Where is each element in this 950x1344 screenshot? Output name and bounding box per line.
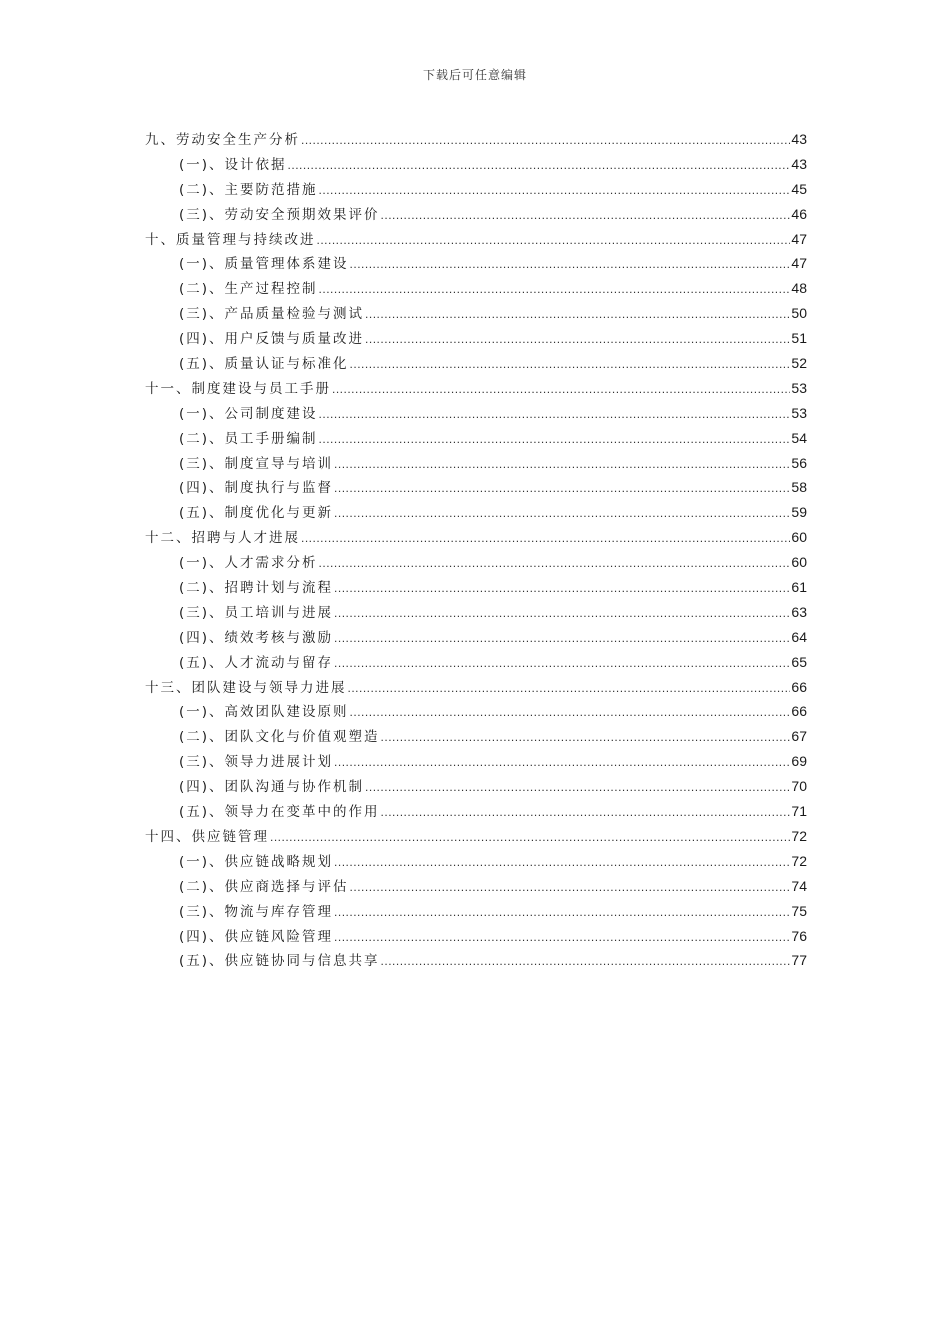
toc-section-entry[interactable]	[145, 202, 807, 227]
toc-page-number: 77	[791, 952, 807, 969]
toc-entry-title: 十一、制度建设与员工手册	[145, 380, 331, 397]
toc-dot-leader	[334, 651, 790, 676]
toc-dot-leader	[319, 178, 791, 203]
toc-dot-leader	[365, 775, 790, 800]
toc-entry-title: (四)、绩效考核与激励	[179, 629, 334, 646]
toc-entry-title: (三)、制度宣导与培训	[179, 455, 334, 472]
toc-section-entry[interactable]	[145, 625, 807, 650]
toc-dot-leader	[270, 825, 790, 850]
toc-entry-title: (三)、领导力进展计划	[179, 754, 334, 771]
toc-entry-title: (二)、员工手册编制	[179, 430, 318, 447]
toc-entry-title: (三)、物流与库存管理	[179, 903, 334, 920]
toc-section-entry[interactable]	[145, 899, 807, 924]
toc-page-number: 69	[791, 753, 807, 770]
toc-page-number: 60	[791, 554, 807, 571]
toc-page-number: 72	[791, 827, 807, 844]
toc-dot-leader	[350, 252, 791, 277]
toc-section-entry[interactable]	[145, 849, 807, 874]
toc-page-number: 63	[791, 603, 807, 620]
toc-chapter-entry[interactable]	[145, 127, 807, 152]
toc-entry-title: (二)、招聘计划与流程	[179, 580, 334, 597]
toc-section-entry[interactable]	[145, 948, 807, 973]
toc-chapter-entry[interactable]	[145, 525, 807, 550]
toc-page-number: 47	[791, 230, 807, 247]
toc-page-number: 53	[791, 404, 807, 421]
toc-entry-title: (四)、团队沟通与协作机制	[179, 779, 365, 796]
toc-page-number: 71	[791, 803, 807, 820]
toc-dot-leader	[334, 925, 790, 950]
toc-page-number: 72	[791, 852, 807, 869]
toc-page-number: 56	[791, 454, 807, 471]
toc-entry-title: (一)、高效团队建设原则	[179, 704, 349, 721]
toc-page-number: 74	[791, 877, 807, 894]
toc-section-entry[interactable]	[145, 426, 807, 451]
toc-section-entry[interactable]	[145, 251, 807, 276]
toc-entry-title: (五)、领导力在变革中的作用	[179, 804, 380, 821]
toc-section-entry[interactable]	[145, 500, 807, 525]
toc-entry-title: (五)、制度优化与更新	[179, 505, 334, 522]
toc-page-number: 75	[791, 902, 807, 919]
toc-dot-leader	[334, 576, 790, 601]
toc-dot-leader	[334, 750, 790, 775]
toc-section-entry[interactable]	[145, 326, 807, 351]
toc-entry-title: (二)、供应商选择与评估	[179, 878, 349, 895]
toc-dot-leader	[332, 377, 790, 402]
toc-chapter-entry[interactable]	[145, 376, 807, 401]
toc-dot-leader	[334, 626, 790, 651]
toc-entry-title: (一)、设计依据	[179, 156, 287, 173]
toc-page-number: 67	[791, 728, 807, 745]
toc-page-number: 43	[791, 155, 807, 172]
toc-section-entry[interactable]	[145, 600, 807, 625]
toc-page-number: 60	[791, 529, 807, 546]
toc-page-number: 65	[791, 653, 807, 670]
toc-page-number: 66	[791, 678, 807, 695]
toc-dot-leader	[301, 128, 790, 153]
toc-section-entry[interactable]	[145, 152, 807, 177]
toc-page-number: 61	[791, 579, 807, 596]
toc-entry-title: 九、劳动安全生产分析	[145, 132, 300, 148]
toc-dot-leader	[334, 601, 790, 626]
toc-page-number: 53	[791, 379, 807, 396]
toc-entry-title: 十二、招聘与人才进展	[145, 530, 300, 547]
toc-section-entry[interactable]	[145, 699, 807, 724]
toc-dot-leader	[319, 402, 791, 427]
table-of-contents	[145, 127, 807, 973]
toc-dot-leader	[334, 476, 790, 501]
toc-entry-title: (二)、生产过程控制	[179, 281, 318, 298]
toc-section-entry[interactable]	[145, 301, 807, 326]
toc-section-entry[interactable]	[145, 749, 807, 774]
toc-page-number: 52	[791, 355, 807, 372]
toc-entry-title: (一)、人才需求分析	[179, 555, 318, 572]
toc-entry-title: (四)、制度执行与监督	[179, 480, 334, 497]
toc-entry-title: (三)、员工培训与进展	[179, 604, 334, 621]
toc-section-entry[interactable]	[145, 550, 807, 575]
toc-dot-leader	[365, 327, 790, 352]
toc-section-entry[interactable]	[145, 774, 807, 799]
toc-page-number: 47	[791, 255, 807, 272]
toc-dot-leader	[334, 501, 790, 526]
toc-entry-title: (三)、劳动安全预期效果评价	[179, 206, 380, 223]
toc-dot-leader	[317, 228, 791, 253]
toc-dot-leader	[319, 427, 791, 452]
toc-dot-leader	[301, 526, 790, 551]
toc-page-number: 76	[791, 927, 807, 944]
toc-entry-title: (一)、质量管理体系建设	[179, 256, 349, 273]
toc-dot-leader	[334, 452, 790, 477]
toc-section-entry[interactable]	[145, 724, 807, 749]
toc-entry-title: (三)、产品质量检验与测试	[179, 306, 365, 323]
toc-page-number: 51	[791, 330, 807, 347]
toc-dot-leader	[350, 875, 791, 900]
toc-page-number: 54	[791, 429, 807, 446]
toc-dot-leader	[319, 551, 791, 576]
toc-page-number: 64	[791, 628, 807, 645]
toc-section-entry[interactable]	[145, 650, 807, 675]
toc-section-entry[interactable]	[145, 874, 807, 899]
toc-entry-title: (二)、主要防范措施	[179, 181, 318, 198]
toc-entry-title: (五)、质量认证与标准化	[179, 356, 349, 373]
toc-page-number: 43	[791, 131, 807, 147]
toc-dot-leader	[381, 949, 791, 974]
toc-chapter-entry[interactable]	[145, 227, 807, 252]
toc-section-entry[interactable]	[145, 451, 807, 476]
toc-page-number: 45	[791, 180, 807, 197]
toc-section-entry[interactable]	[145, 575, 807, 600]
toc-section-entry[interactable]	[145, 799, 807, 824]
toc-dot-leader	[319, 277, 791, 302]
toc-entry-title: (一)、供应链战略规划	[179, 853, 334, 870]
toc-page-number: 66	[791, 703, 807, 720]
toc-dot-leader	[350, 352, 791, 377]
toc-entry-title: (五)、供应链协同与信息共享	[179, 953, 380, 970]
toc-dot-leader	[350, 700, 791, 725]
toc-entry-title: (四)、用户反馈与质量改进	[179, 331, 365, 348]
toc-dot-leader	[381, 203, 791, 228]
toc-dot-leader	[381, 800, 791, 825]
toc-page-number: 50	[791, 305, 807, 322]
toc-dot-leader	[334, 900, 790, 925]
toc-section-entry[interactable]	[145, 276, 807, 301]
toc-section-entry[interactable]	[145, 401, 807, 426]
toc-dot-leader	[334, 850, 790, 875]
toc-entry-title: 十三、团队建设与领导力进展	[145, 679, 347, 696]
toc-entry-title: (五)、人才流动与留存	[179, 654, 334, 671]
toc-entry-title: (四)、供应链风险管理	[179, 928, 334, 945]
toc-dot-leader	[365, 302, 790, 327]
toc-page-number: 46	[791, 205, 807, 222]
toc-section-entry[interactable]	[145, 475, 807, 500]
toc-section-entry[interactable]	[145, 177, 807, 202]
toc-entry-title: (一)、公司制度建设	[179, 405, 318, 422]
page-header: 下载后可任意编辑	[422, 68, 527, 82]
toc-entry-title: 十、质量管理与持续改进	[145, 231, 316, 248]
toc-page-number: 59	[791, 504, 807, 521]
toc-page-number: 48	[791, 280, 807, 297]
toc-page-number: 58	[791, 479, 807, 496]
toc-dot-leader	[288, 153, 791, 178]
toc-chapter-entry[interactable]	[145, 824, 807, 849]
toc-section-entry[interactable]	[145, 924, 807, 949]
toc-chapter-entry[interactable]	[145, 675, 807, 700]
toc-entry-title: 十四、供应链管理	[145, 828, 269, 845]
toc-page-number: 70	[791, 778, 807, 795]
toc-dot-leader	[381, 725, 791, 750]
toc-entry-title: (二)、团队文化与价值观塑造	[179, 729, 380, 746]
toc-section-entry[interactable]	[145, 351, 807, 376]
toc-dot-leader	[348, 676, 791, 701]
